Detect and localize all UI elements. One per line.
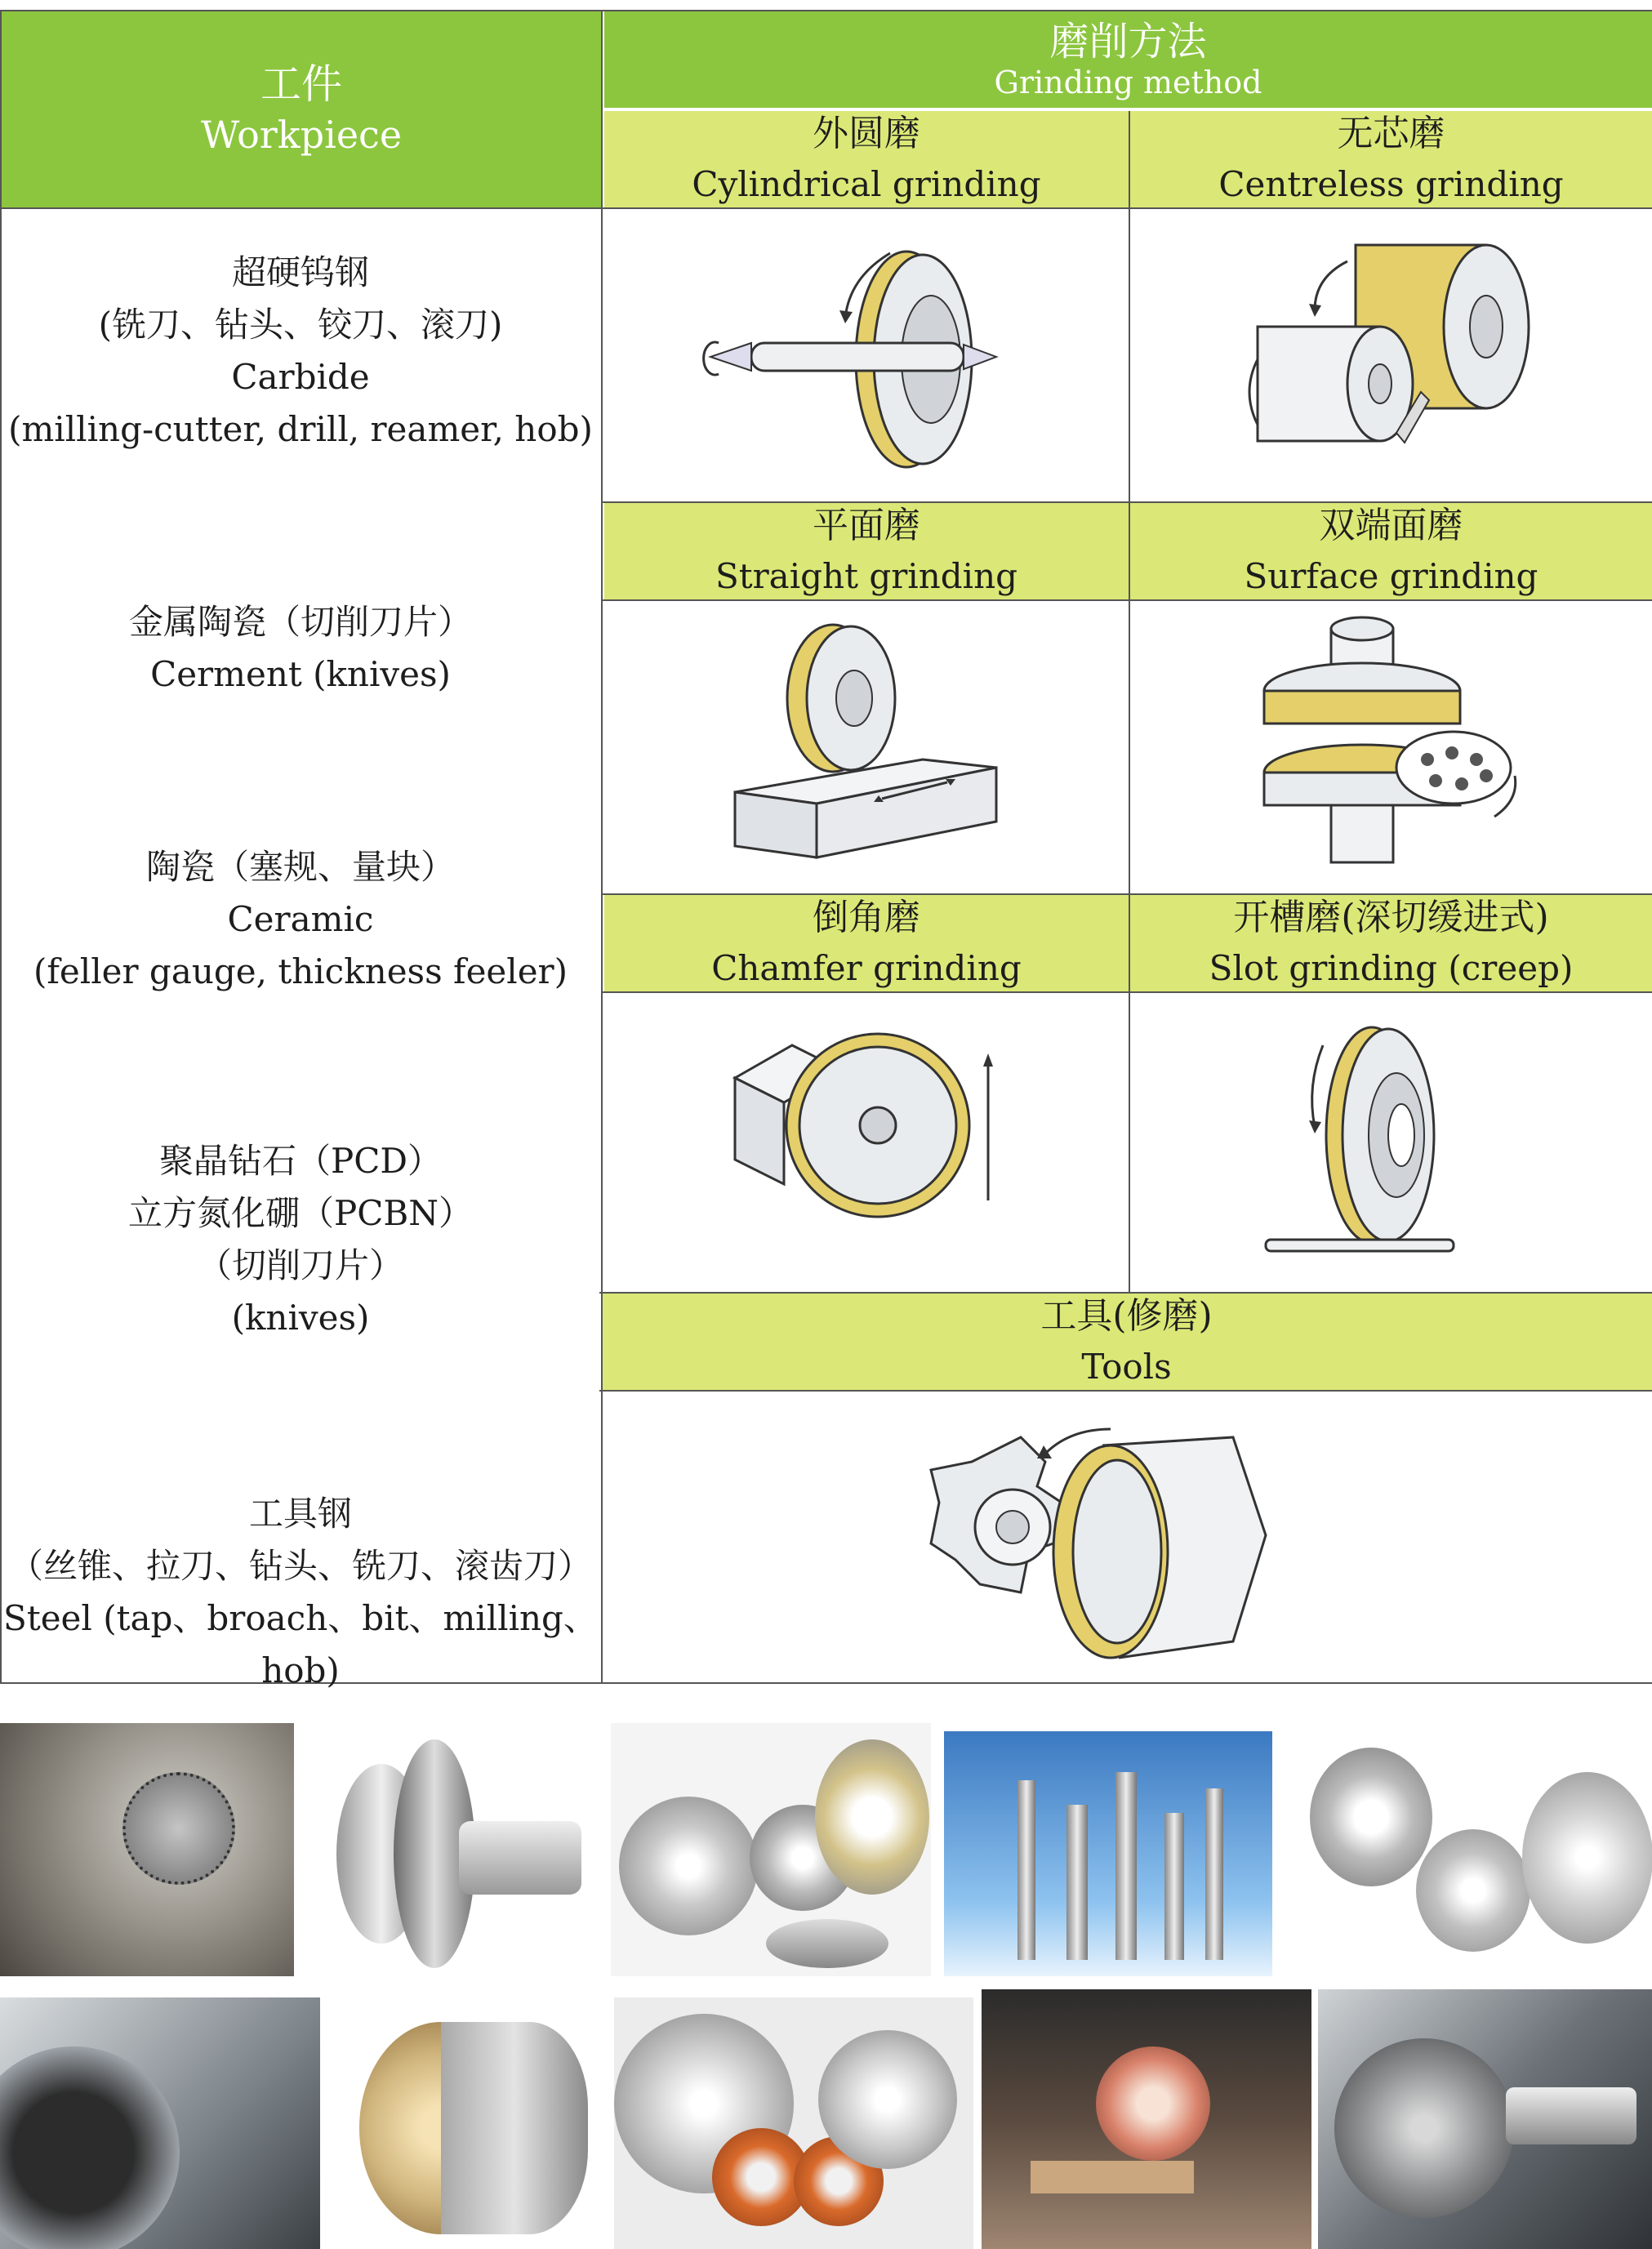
method-header-slot (1130, 895, 1652, 991)
method-cn: 无芯磨 (1337, 113, 1445, 154)
row-divider (0, 207, 1652, 209)
method-header-centreless (1130, 111, 1652, 207)
workpiece-line: 工具钢 (248, 1494, 352, 1534)
grinding-method-header-en: Grinding method (994, 65, 1262, 100)
method-header-straight (604, 503, 1129, 599)
chamfer-grinding-illustration (727, 1021, 1004, 1233)
method-cn: 双端面磨 (1319, 505, 1463, 546)
method-cn: 开槽磨(深切缓进式) (1233, 897, 1549, 938)
method-cn: 倒角磨 (813, 897, 920, 938)
method-en: Slot grinding (creep) (1209, 948, 1574, 988)
workpiece-line: 聚晶钻石（PCD） (158, 1141, 443, 1181)
cnc-grinding-machine-photo (982, 1989, 1311, 2249)
method-header-tools (601, 1294, 1652, 1390)
column-divider (601, 10, 603, 1684)
workpiece-line: 金属陶瓷（切削刀片） (128, 602, 472, 642)
workpiece-line: (铣刀、钻头、铰刀、滚刀) (98, 305, 503, 345)
grinding-machine-photo (0, 1723, 294, 1976)
cylindrical-grinding-illustration (686, 229, 1045, 490)
workpiece-line: (feller gauge, thickness feeler) (33, 951, 568, 991)
diamond-wheels-photo (611, 1723, 931, 1976)
workpiece-line: (knives) (231, 1298, 370, 1338)
milling-cutters-photo (944, 1731, 1272, 1976)
method-en: Centreless grinding (1218, 164, 1564, 204)
workpiece-cerment (0, 596, 601, 701)
row-divider (603, 991, 1652, 993)
saw-grinder-photo (0, 1997, 320, 2249)
grinding-method-header (604, 11, 1652, 108)
method-en: Surface grinding (1244, 556, 1538, 596)
method-en: Cylindrical grinding (692, 164, 1041, 204)
method-en: Chamfer grinding (711, 948, 1022, 988)
workpiece-line: Carbide (231, 357, 370, 397)
table-top-border (0, 10, 1652, 11)
saw-blades-photo (614, 1997, 973, 2249)
workpiece-line: (milling-cutter, drill, reamer, hob) (8, 409, 593, 449)
workpiece-header (0, 11, 603, 207)
workpiece-line: （切削刀片） (197, 1245, 403, 1285)
surface-grinding-illustration (1249, 612, 1527, 882)
row-divider (603, 501, 1652, 503)
method-cn: 平面磨 (813, 505, 920, 546)
row-divider (603, 893, 1652, 895)
workpiece-line: 立方氮化硼（PCBN） (127, 1193, 473, 1233)
row-divider (599, 1292, 1652, 1294)
tools-grinding-illustration (923, 1413, 1331, 1674)
workpiece-line: Cerment (knives) (150, 654, 451, 694)
grinding-method-header-cn: 磨削方法 (1049, 19, 1207, 65)
method-cn: 工具(修磨) (1040, 1295, 1213, 1337)
cup-wheels-photo (1294, 1723, 1652, 1976)
large-diamond-roll-photo (343, 1997, 604, 2249)
straight-grinding-illustration (719, 621, 1013, 874)
workpiece-header-cn: 工件 (260, 60, 342, 108)
method-en: Straight grinding (715, 556, 1018, 596)
workpiece-tool-steel (0, 1488, 601, 1697)
workpiece-line: Steel (tap、broach、bit、milling、hob) (3, 1598, 598, 1690)
grinding-wheel-spindle-photo (304, 1723, 594, 1976)
workpiece-line: 超硬钨钢 (231, 252, 369, 292)
method-en: Tools (1081, 1347, 1172, 1387)
workpiece-pcd-pcbn (0, 1135, 601, 1344)
cylindrical-grinder-photo (1318, 1989, 1652, 2249)
centreless-grinding-illustration (1225, 229, 1552, 482)
method-header-chamfer (604, 895, 1129, 991)
workpiece-line: （丝锥、拉刀、钻头、铣刀、滚齿刀） (8, 1546, 592, 1586)
workpiece-line: 陶瓷（塞规、量块） (145, 847, 455, 887)
method-header-cylindrical (604, 111, 1129, 207)
workpiece-header-en: Workpiece (200, 113, 403, 157)
workpiece-line: Ceramic (227, 899, 374, 939)
workpiece-carbide (0, 247, 601, 456)
column-divider (1129, 111, 1130, 1294)
slot-grinding-illustration (1258, 1013, 1535, 1266)
row-divider (599, 1390, 1652, 1392)
method-header-surface (1130, 503, 1652, 599)
row-divider (603, 599, 1652, 601)
workpiece-ceramic (0, 841, 601, 998)
method-cn: 外圆磨 (813, 113, 920, 154)
